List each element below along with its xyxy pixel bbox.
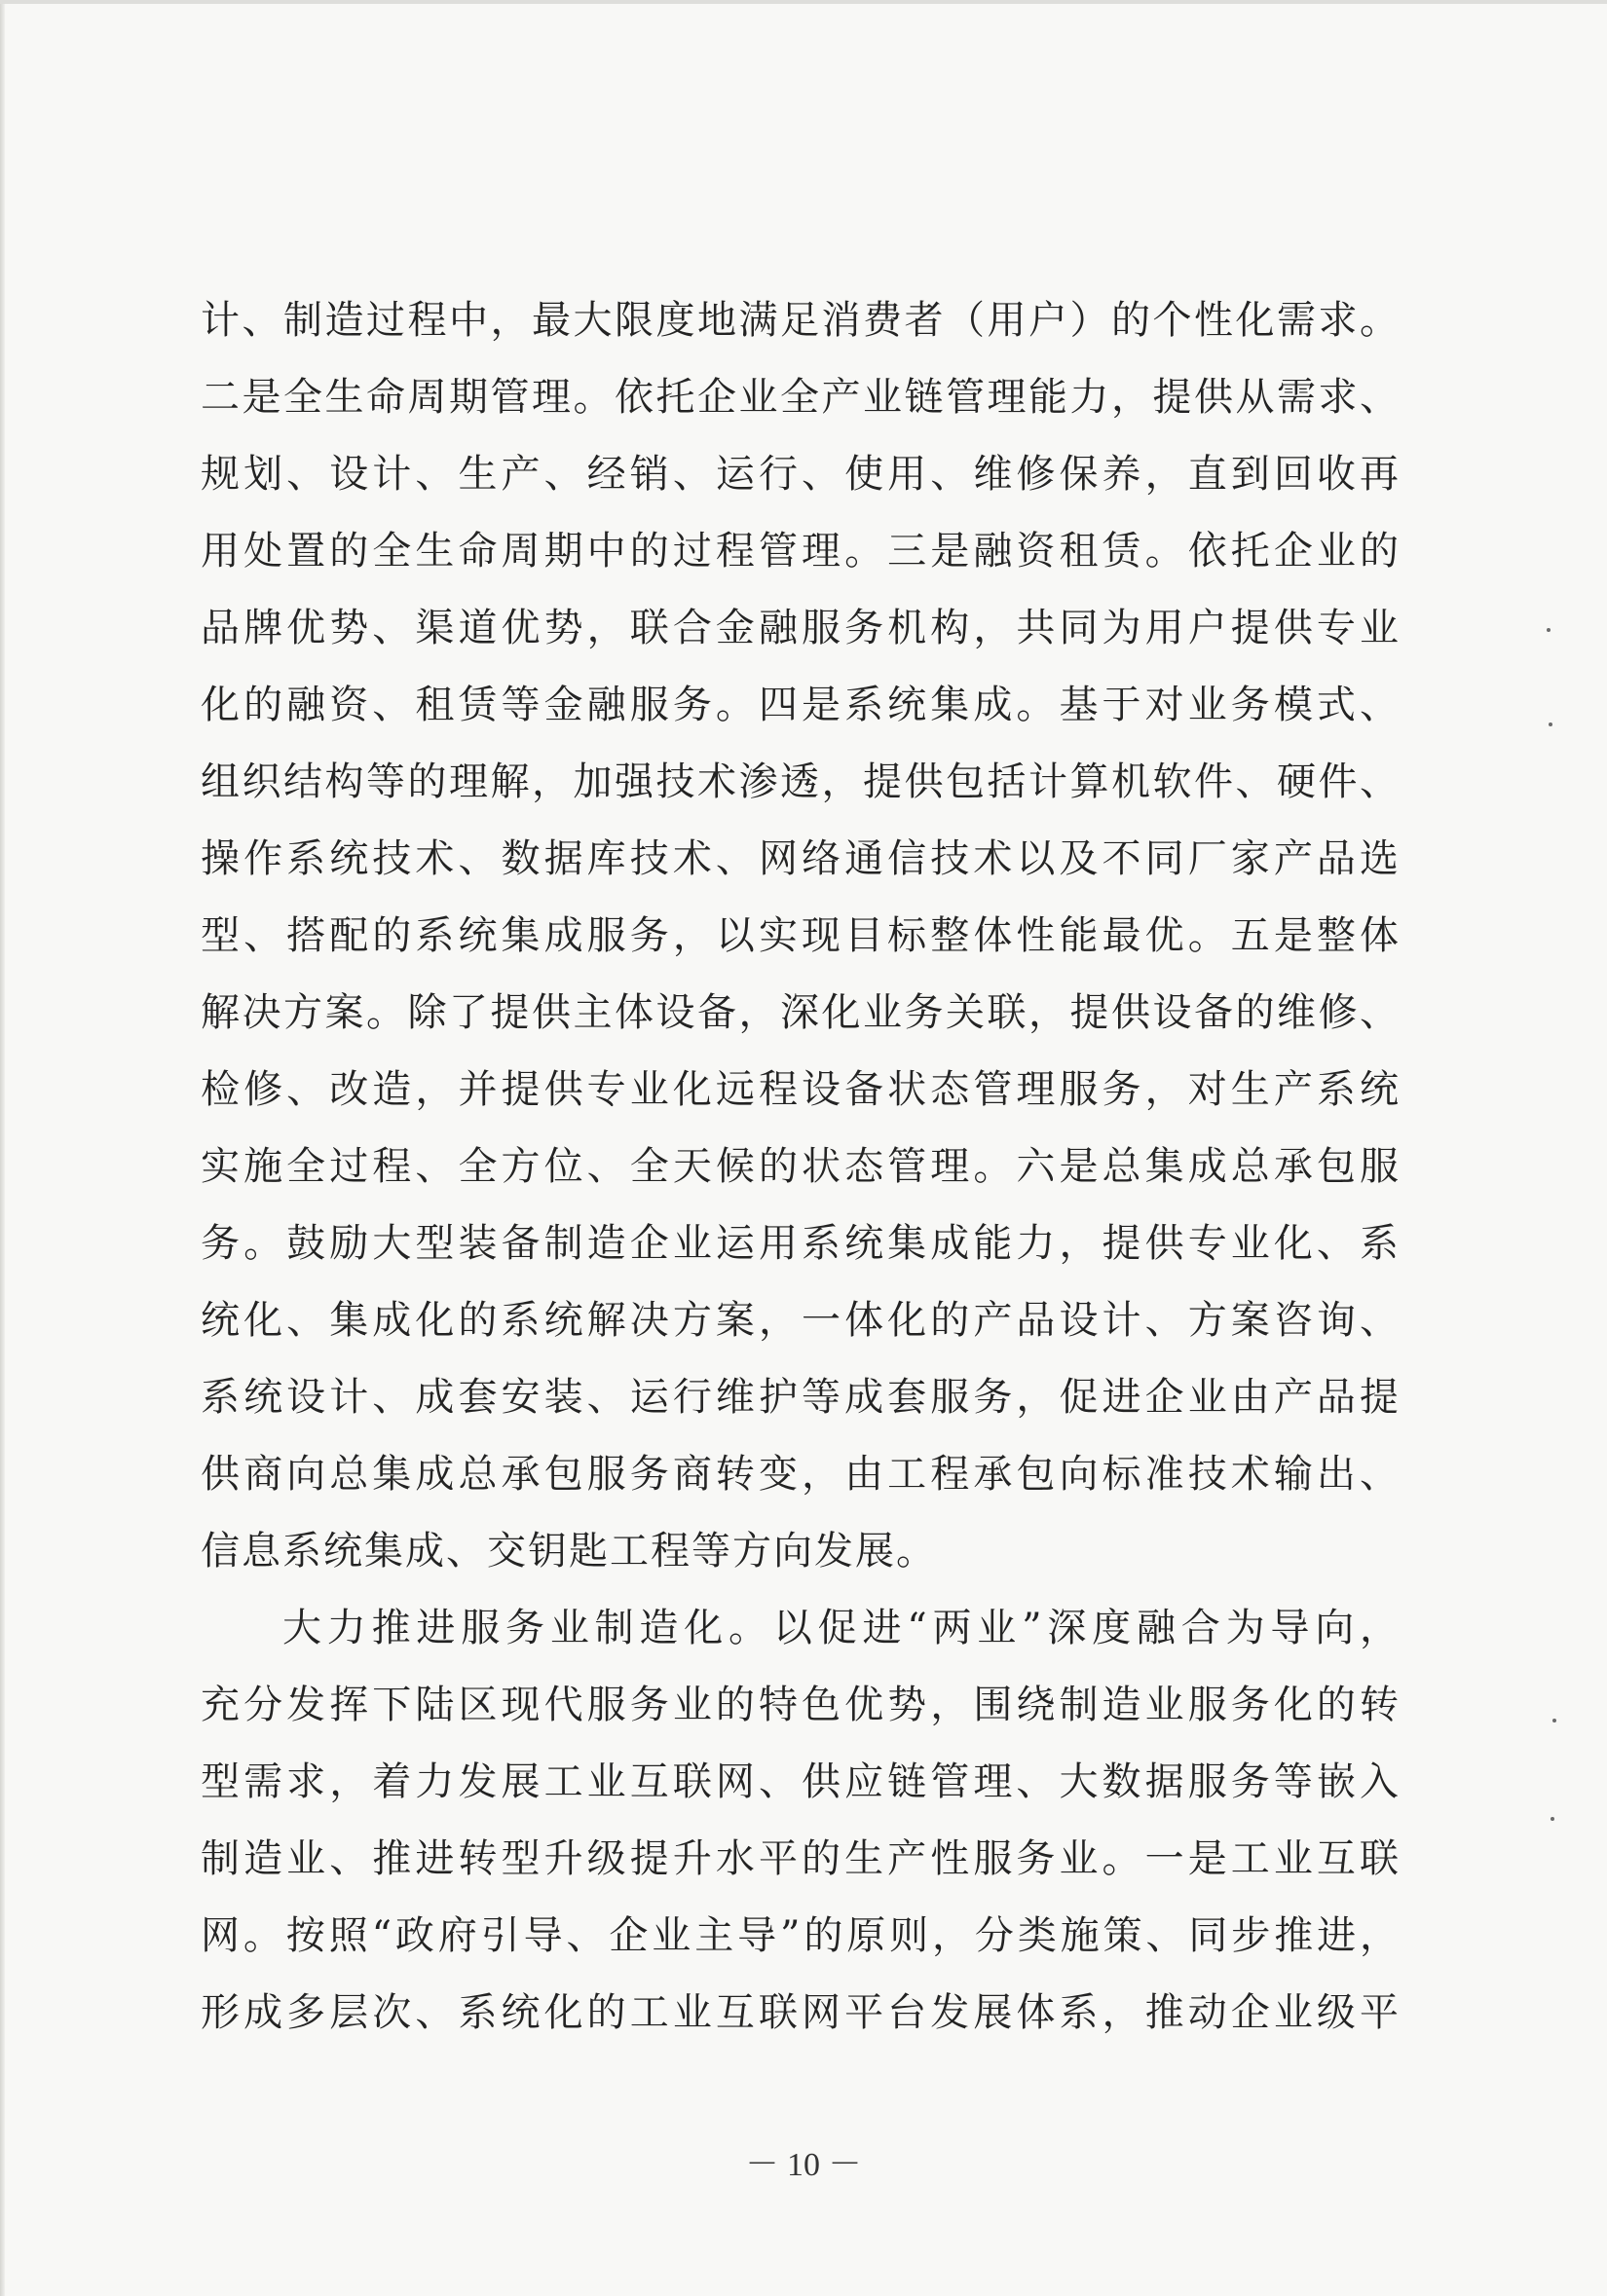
text-line: 组织结构等的理解，加强技术渗透，提供包括计算机软件、硬件、 — [201, 759, 1401, 804]
scan-speck — [1549, 722, 1552, 726]
text-line: 供商向总集成总承包服务商转变，由工程承包向标准技术输出、 — [201, 1452, 1401, 1497]
text-line: 解决方案。除了提供主体设备，深化业务关联，提供设备的维修、 — [201, 990, 1401, 1035]
text-line: 操作系统技术、数据库技术、网络通信技术以及不同厂家产品选 — [201, 836, 1401, 881]
text-line: 型需求，着力发展工业互联网、供应链管理、大数据服务等嵌入 — [201, 1759, 1401, 1804]
text-line: 务。鼓励大型装备制造企业运用系统集成能力，提供专业化、系 — [201, 1221, 1401, 1266]
text-line: 制造业、推进转型升级提升水平的生产性服务业。一是工业互联 — [201, 1836, 1401, 1881]
scan-speck — [1551, 1817, 1554, 1821]
text-line: 规划、设计、生产、经销、运行、使用、维修保养，直到回收再 — [201, 452, 1401, 497]
text-line: 系统设计、成套安装、运行维护等成套服务，促进企业由产品提 — [201, 1375, 1401, 1420]
text-line: 型、搭配的系统集成服务，以实现目标整体性能最优。五是整体 — [201, 913, 1401, 958]
text-line: 统化、集成化的系统解决方案，一体化的产品设计、方案咨询、 — [201, 1298, 1401, 1343]
text-line: 品牌优势、渠道优势，联合金融服务机构，共同为用户提供专业 — [201, 606, 1401, 650]
text-line: 实施全过程、全方位、全天候的状态管理。六是总集成总承包服 — [201, 1144, 1401, 1189]
text-line: 大力推进服务业制造化。以促进“两业”深度融合为导向， — [282, 1606, 1401, 1650]
text-line: 计、制造过程中，最大限度地满足消费者（用户）的个性化需求。 — [201, 298, 1401, 343]
text-line: 用处置的全生命周期中的过程管理。三是融资租赁。依托企业的 — [201, 529, 1401, 574]
body-text — [201, 282, 1401, 2052]
text-line: 形成多层次、系统化的工业互联网平台发展体系，推动企业级平 — [201, 1990, 1401, 2035]
scan-edge-top — [0, 0, 1607, 4]
scan-speck — [1547, 628, 1551, 632]
text-line: 检修、改造，并提供专业化远程设备状态管理服务，对生产系统 — [201, 1067, 1401, 1112]
text-line: 网。按照“政府引导、企业主导”的原则，分类施策、同步推进， — [201, 1913, 1401, 1958]
paragraph-1 — [201, 282, 1401, 1590]
paragraph-2 — [201, 1590, 1401, 2052]
scan-edge-left — [0, 0, 5, 2296]
text-line: 二是全生命周期管理。依托企业全产业链管理能力，提供从需求、 — [201, 375, 1401, 420]
text-line: 充分发挥下陆区现代服务业的特色优势，围绕制造业服务化的转 — [201, 1683, 1401, 1727]
text-line: 化的融资、租赁等金融服务。四是系统集成。基于对业务模式、 — [201, 683, 1401, 727]
page-number: － 10 － — [745, 2147, 862, 2183]
text-line: 信息系统集成、交钥匙工程等方向发展。 — [201, 1529, 937, 1574]
scan-speck — [1552, 1719, 1556, 1722]
